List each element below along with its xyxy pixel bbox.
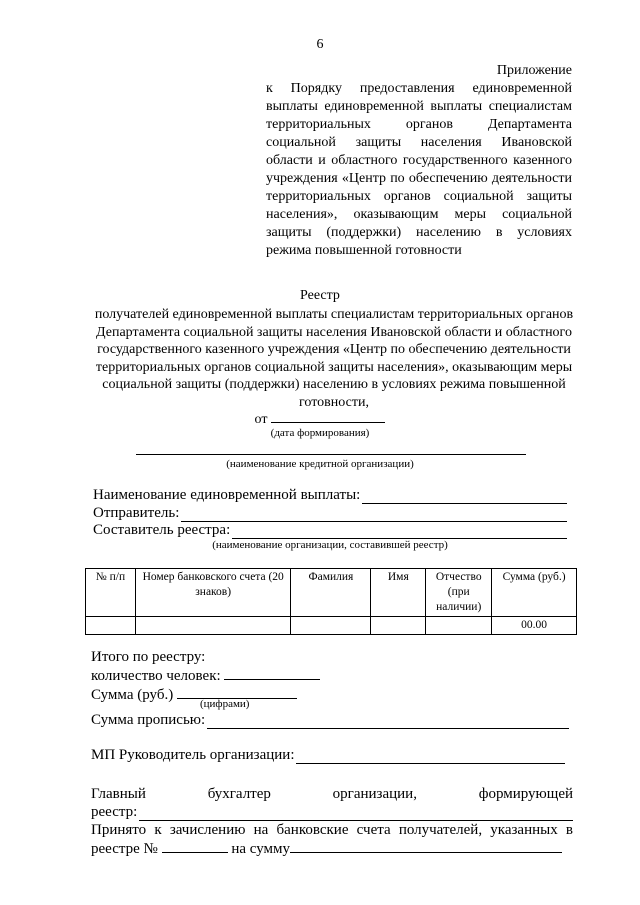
sender-label: Отправитель: xyxy=(93,505,180,521)
col-header-sum: Сумма (руб.) xyxy=(492,569,577,617)
col-header-number: № п/п xyxy=(86,569,136,617)
from-label: от xyxy=(254,412,268,427)
register-table xyxy=(85,568,577,635)
people-count-blank[interactable] xyxy=(224,666,320,680)
payment-name-field xyxy=(93,487,567,504)
compiler-label: Составитель реестра: xyxy=(93,522,231,538)
appendix-title: Приложение xyxy=(496,63,572,78)
totals-title: Итого по реестру: xyxy=(91,649,206,665)
people-count-row xyxy=(91,666,320,685)
sum-words-blank[interactable] xyxy=(207,714,569,729)
credit-org-blank[interactable] xyxy=(136,454,526,455)
register-title: Реестр xyxy=(300,288,340,303)
cell-patronymic[interactable] xyxy=(426,617,492,635)
head-signature-field xyxy=(91,747,565,764)
amount-blank[interactable] xyxy=(290,839,562,853)
totals-block xyxy=(91,648,320,704)
date-line xyxy=(0,410,640,428)
accepted-label: Принято к зачислению на банковские счета получателей, указанных в xyxy=(91,822,573,838)
register-number-row xyxy=(91,839,573,858)
sender-blank[interactable] xyxy=(181,507,567,522)
digits-caption: (цифрами) xyxy=(200,698,250,710)
appendix-block xyxy=(266,62,572,260)
head-signature-label: МП Руководитель организации: xyxy=(91,747,295,763)
col-header-surname: Фамилия xyxy=(291,569,371,617)
sum-words-field xyxy=(91,712,569,729)
chief-accountant-row xyxy=(91,803,573,821)
page-number: 6 xyxy=(316,37,324,52)
chief-accountant-block xyxy=(91,785,573,858)
sender-field xyxy=(93,505,567,522)
sum-label: Сумма (руб.) xyxy=(91,687,174,703)
cell-sum[interactable]: 00.00 xyxy=(492,617,577,635)
sum-words-label: Сумма прописью: xyxy=(91,712,206,728)
col-header-patronymic: Отчество (при наличии) xyxy=(426,569,492,617)
cell-name[interactable] xyxy=(371,617,426,635)
col-header-account: Номер банковского счета (20 знаков) xyxy=(135,569,291,617)
credit-org-caption: (наименование кредитной организации) xyxy=(226,458,414,470)
col-header-name: Имя xyxy=(371,569,426,617)
table-header-row xyxy=(86,569,577,617)
register-number-label: реестре № xyxy=(91,841,158,857)
compiler-blank[interactable] xyxy=(232,524,567,539)
cell-number[interactable] xyxy=(86,617,136,635)
sum-blank[interactable] xyxy=(177,685,297,699)
for-amount-label: на сумму xyxy=(231,841,290,857)
payment-name-blank[interactable] xyxy=(362,489,567,504)
register-number-blank[interactable] xyxy=(162,839,228,853)
date-blank[interactable] xyxy=(271,410,385,423)
chief-accountant-cont: реестр: xyxy=(91,804,138,820)
payment-name-label: Наименование единовременной выплаты: xyxy=(93,487,361,503)
people-count-label: количество человек: xyxy=(91,668,221,684)
cell-account[interactable] xyxy=(135,617,291,635)
compiler-field xyxy=(93,522,567,539)
table-row xyxy=(86,617,577,635)
chief-accountant-blank[interactable] xyxy=(139,807,573,821)
chief-accountant-label: Главный бухгалтер организации, формирующей xyxy=(91,786,573,802)
compiler-caption: (наименование организации, составившей реестр) xyxy=(212,539,448,551)
appendix-text: к Порядку предоставления единовременной выплаты единовременной выплаты специалистам территориальных органов Департамента социальной защиты населения Ивановской области и областного государственного казенного учреждения «Центр по обеспечению деятельности территориальных органов социальной защиты населения», оказывающим меры социальной защиты (поддержки) населению в условиях режима повышенной готовности xyxy=(266,81,572,258)
date-caption: (дата формирования) xyxy=(270,427,370,439)
head-signature-blank[interactable] xyxy=(296,749,565,764)
cell-surname[interactable] xyxy=(291,617,371,635)
register-description: получателей единовременной выплаты специалистам территориальных органов Департамента социальной защиты населения Ивановской области и областного государственного казенного учреждения «Центр по обеспечению деятельности территориальных органов социальной защиты населения», оказывающим меры социальной защиты (поддержки) населению в условиях режима повышенной готовности, xyxy=(94,307,574,410)
